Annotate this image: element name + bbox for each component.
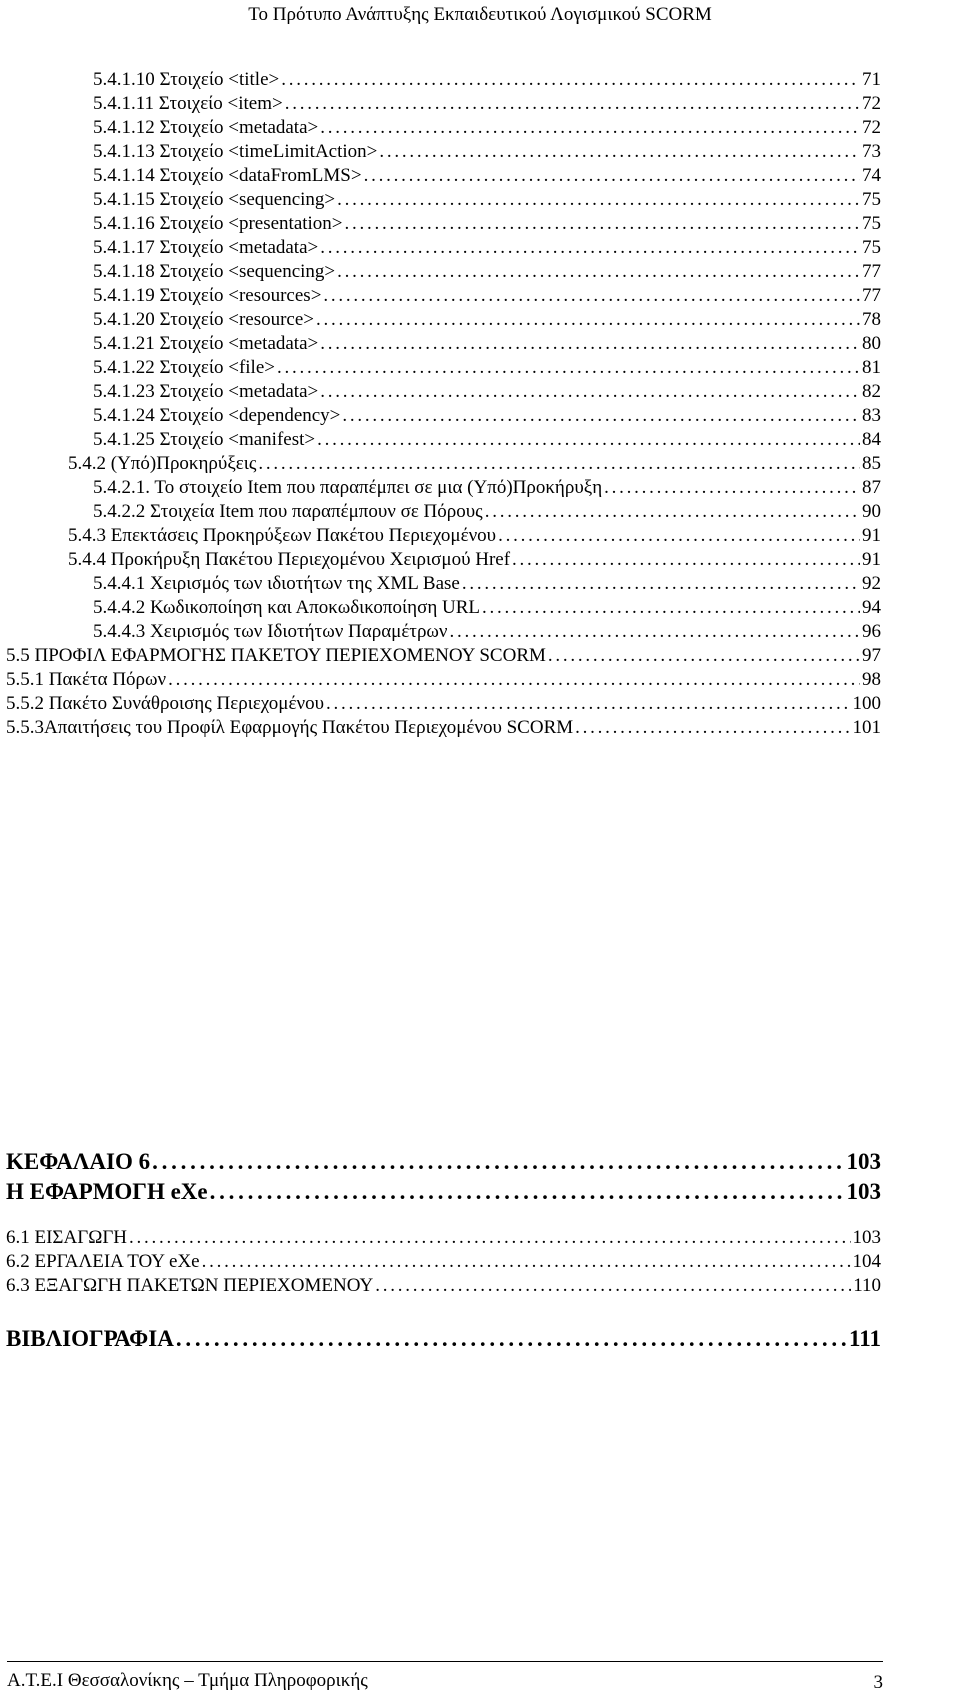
toc-entry-label: Η ΕΦΑΡΜΟΓΗ eXe [6, 1179, 208, 1204]
toc-entry-label: ΒΙΒΛΙΟΓΡΑΦΙΑ [6, 1326, 174, 1351]
toc-entry-label: 5.4.1.16 Στοιχείο <presentation> [93, 213, 343, 234]
toc-entry[interactable] [93, 116, 881, 140]
toc-entry[interactable] [93, 500, 881, 524]
toc-entry-label: 5.4.2.2 Στοιχεία Item που παραπέμπουν σε Πόρους [93, 501, 483, 522]
toc-entry-page: 90 [862, 501, 881, 522]
toc-entry[interactable] [93, 260, 881, 284]
toc-entry-label: 5.5.3Απαιτήσεις του Προφίλ Εφαρμογής Πακέτου Περιεχομένου SCORM [6, 717, 574, 738]
dot-leader [450, 620, 860, 644]
toc-bibliography-entry[interactable] [6, 1324, 881, 1354]
dot-leader [548, 644, 860, 668]
toc-entry-page: 71 [862, 69, 881, 90]
toc-entry-page: 85 [862, 453, 881, 474]
toc-entry-page: 72 [862, 117, 881, 138]
chapter6-sections [6, 1226, 881, 1298]
toc-entry[interactable] [6, 716, 881, 740]
dot-leader [462, 572, 860, 596]
toc-entry-label: 5.4.1.12 Στοιχείο <metadata> [93, 117, 319, 138]
dot-leader [345, 212, 860, 236]
dot-leader [277, 356, 860, 380]
toc-entry-label: 5.4.4.1 Χειρισμός των ιδιοτήτων της XML Base [93, 573, 460, 594]
toc-entry[interactable] [93, 332, 881, 356]
toc-entry-label: 5.5.1 Πακέτα Πόρων [6, 669, 167, 690]
toc-entry-page: 103 [846, 1179, 881, 1204]
dot-leader [575, 716, 850, 740]
toc-entry[interactable] [93, 188, 881, 212]
toc-entry-page: 80 [862, 333, 881, 354]
toc-entry[interactable] [68, 524, 881, 548]
dot-leader [512, 548, 860, 572]
dot-leader [337, 260, 860, 284]
toc-entry-label: 5.4.1.21 Στοιχείο <metadata> [93, 333, 319, 354]
page-number: 3 [873, 1672, 883, 1693]
toc-entry[interactable] [93, 92, 881, 116]
toc-entry-page: 75 [862, 189, 881, 210]
toc-entry[interactable] [93, 212, 881, 236]
dot-leader [210, 1177, 845, 1207]
toc-entry-label: 5.4.1.11 Στοιχείο <item> [93, 93, 283, 114]
dot-leader [342, 404, 860, 428]
toc-entry[interactable] [93, 164, 881, 188]
toc-entry-page: 96 [862, 621, 881, 642]
toc-entry-label: 5.4.1.17 Στοιχείο <metadata> [93, 237, 319, 258]
table-of-contents [6, 68, 881, 740]
toc-entry[interactable] [93, 428, 881, 452]
dot-leader [285, 92, 860, 116]
toc-entry-page: 100 [852, 693, 881, 714]
dot-leader [375, 1274, 851, 1298]
toc-entry[interactable] [93, 572, 881, 596]
toc-chapter-entry[interactable] [6, 1177, 881, 1207]
toc-entry-label: 5.4.1.15 Στοιχείο <sequencing> [93, 189, 336, 210]
toc-entry[interactable] [93, 596, 881, 620]
toc-entry-label: 5.4.4.2 Κωδικοποίηση και Αποκωδικοποίηση URL [93, 597, 481, 618]
dot-leader [316, 308, 860, 332]
dot-leader [337, 188, 860, 212]
dot-leader [258, 452, 860, 476]
toc-entry-page: 72 [862, 93, 881, 114]
toc-entry-page: 91 [862, 549, 881, 570]
toc-entry[interactable] [93, 68, 881, 92]
bibliography-block [6, 1324, 881, 1354]
dot-leader [604, 476, 860, 500]
toc-entry[interactable] [93, 308, 881, 332]
dot-leader [176, 1324, 847, 1354]
toc-entry-page: 84 [862, 429, 881, 450]
toc-entry[interactable] [68, 548, 881, 572]
dot-leader [320, 236, 860, 260]
toc-entry[interactable] [93, 236, 881, 260]
toc-entry-page: 92 [862, 573, 881, 594]
dot-leader [317, 428, 860, 452]
toc-entry[interactable] [93, 620, 881, 644]
toc-entry-label: 5.5 ΠΡΟΦΙΛ ΕΦΑΡΜΟΓΗΣ ΠΑΚΕΤΟΥ ΠΕΡΙΕΧΟΜΕΝΟΥ SCORM [6, 645, 546, 666]
toc-entry-label: 5.4.1.13 Στοιχείο <timeLimitAction> [93, 141, 378, 162]
toc-entry-page: 111 [849, 1326, 881, 1351]
toc-entry-label: 6.1 ΕΙΣΑΓΩΓΗ [6, 1227, 128, 1248]
toc-entry[interactable] [6, 668, 881, 692]
toc-entry-label: ΚΕΦΑΛΑΙΟ 6 [6, 1149, 151, 1174]
toc-entry-label: 5.5.2 Πακέτο Συνάθροισης Περιεχομένου [6, 693, 324, 714]
dot-leader [281, 68, 860, 92]
toc-entry-label: 5.4.4.3 Χειρισμός των Ιδιοτήτων Παραμέτρων [93, 621, 448, 642]
toc-entry-label: 5.4.2 (Υπό)Προκηρύξεις [68, 453, 257, 474]
toc-entry-label: 5.4.4 Προκήρυξη Πακέτου Περιεχομένου Χειρισμού Href [68, 549, 511, 570]
toc-entry-page: 75 [862, 213, 881, 234]
dot-leader [498, 524, 860, 548]
toc-entry[interactable] [93, 140, 881, 164]
toc-entry-label: 5.4.1.18 Στοιχείο <sequencing> [93, 261, 336, 282]
toc-entry-page: 101 [852, 717, 881, 738]
toc-entry-label: 5.4.2.1. Το στοιχείο Item που παραπέμπει σε μια (Υπό)Προκήρυξη [93, 477, 603, 498]
toc-entry-page: 82 [862, 381, 881, 402]
toc-entry-label: 5.4.1.20 Στοιχείο <resource> [93, 309, 315, 330]
toc-entry-label: 5.4.3 Επεκτάσεις Προκηρύξεων Πακέτου Περιεχομένου [68, 525, 497, 546]
dot-leader [168, 668, 860, 692]
toc-entry-label: 5.4.1.14 Στοιχείο <dataFromLMS> [93, 165, 362, 186]
toc-entry-page: 81 [862, 357, 881, 378]
toc-entry-page: 98 [862, 669, 881, 690]
toc-entry-page: 77 [862, 261, 881, 282]
toc-entry-label: 5.4.1.24 Στοιχείο <dependency> [93, 405, 341, 426]
toc-entry[interactable] [93, 476, 881, 500]
toc-entry-page: 94 [862, 597, 881, 618]
dot-leader [129, 1226, 850, 1250]
toc-entry-label: 5.4.1.23 Στοιχείο <metadata> [93, 381, 319, 402]
footer-institution: Α.Τ.Ε.Ι Θεσσαλονίκης – Τμήμα Πληροφορικής [7, 1670, 368, 1691]
dot-leader [485, 500, 860, 524]
page-footer [7, 1661, 883, 1696]
toc-entry-label: 5.4.1.22 Στοιχείο <file> [93, 357, 275, 378]
chapter-heading-block [6, 1147, 881, 1207]
toc-entry-page: 97 [862, 645, 881, 666]
dot-leader [320, 380, 860, 404]
toc-entry-page: 104 [852, 1251, 881, 1272]
dot-leader [364, 164, 860, 188]
toc-entry[interactable] [6, 1274, 881, 1298]
toc-entry-page: 91 [862, 525, 881, 546]
toc-entry-label: 5.4.1.10 Στοιχείο <title> [93, 69, 280, 90]
dot-leader [202, 1250, 851, 1274]
toc-entry-page: 74 [862, 165, 881, 186]
running-header: Το Πρότυπο Ανάπτυξης Εκπαιδευτικού Λογισμικού SCORM [248, 4, 712, 25]
dot-leader [320, 332, 860, 356]
toc-entry-page: 73 [862, 141, 881, 162]
dot-leader [379, 140, 860, 164]
toc-entry[interactable] [6, 692, 881, 716]
toc-chapter-entry[interactable] [6, 1147, 881, 1177]
dot-leader [326, 692, 851, 716]
toc-entry-page: 103 [846, 1149, 881, 1174]
toc-entry-label: 6.3 ΕΞΑΓΩΓΗ ΠΑΚΕΤΩΝ ΠΕΡΙΕΧΟΜΕΝΟΥ [6, 1275, 374, 1296]
dot-leader [482, 596, 860, 620]
toc-entry-page: 87 [862, 477, 881, 498]
dot-leader [320, 116, 860, 140]
dot-leader [323, 284, 860, 308]
toc-entry-page: 75 [862, 237, 881, 258]
toc-entry[interactable] [93, 284, 881, 308]
toc-entry-page: 110 [853, 1275, 881, 1296]
toc-entry-page: 83 [862, 405, 881, 426]
toc-entry[interactable] [93, 356, 881, 380]
dot-leader [152, 1147, 844, 1177]
toc-entry[interactable] [6, 1250, 881, 1274]
toc-entry[interactable] [93, 380, 881, 404]
toc-entry-label: 6.2 ΕΡΓΑΛΕΙΑ ΤΟΥ eXe [6, 1251, 200, 1272]
toc-entry-label: 5.4.1.19 Στοιχείο <resources> [93, 285, 322, 306]
toc-entry-label: 5.4.1.25 Στοιχείο <manifest> [93, 429, 316, 450]
toc-entry-page: 103 [852, 1227, 881, 1248]
toc-entry[interactable] [93, 404, 881, 428]
toc-entry-page: 78 [862, 309, 881, 330]
toc-entry-page: 77 [862, 285, 881, 306]
toc-entry[interactable] [68, 452, 881, 476]
toc-entry[interactable] [6, 1226, 881, 1250]
toc-entry[interactable] [6, 644, 881, 668]
